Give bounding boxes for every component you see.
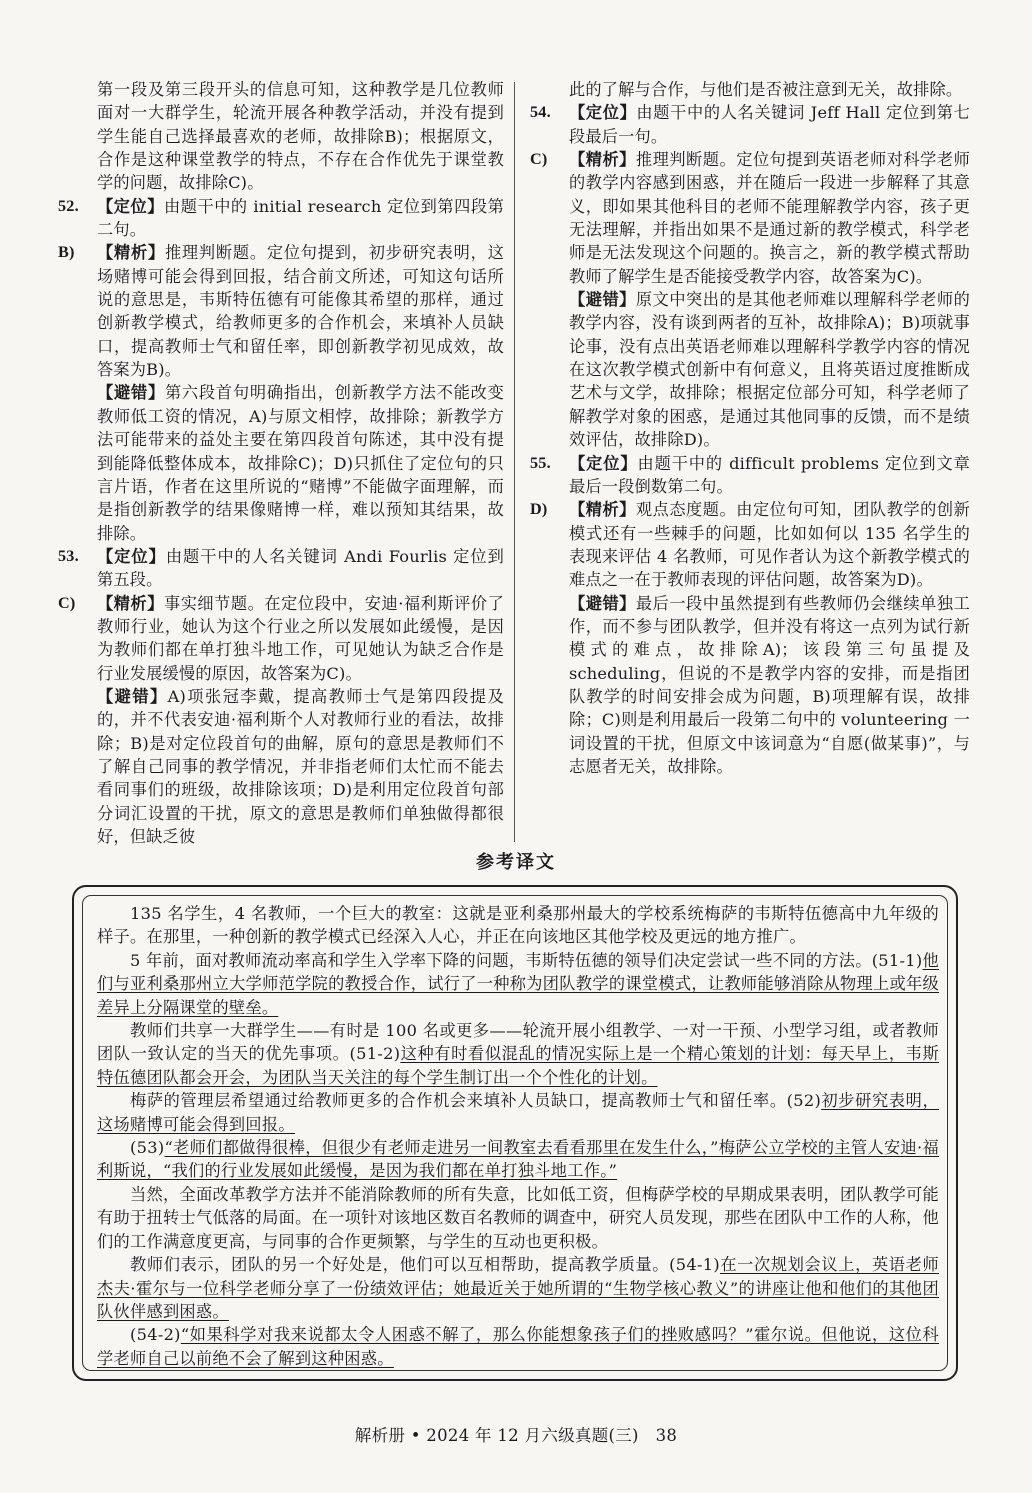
analysis-tag: 【精析】 [97, 593, 164, 613]
translation-paragraph [97, 1136, 939, 1183]
q54-locate-text: 由题干中的人名关键词 Jeff Hall 定位到第七段最后一句。 [569, 103, 970, 146]
error-tag: 【避错】 [569, 593, 636, 613]
translation-plain: (53) [130, 1138, 165, 1158]
section-title: 参考译文 [476, 852, 556, 873]
left-column [58, 78, 504, 848]
q53-locate [58, 545, 504, 592]
q53-analysis-text: 事实细节题。在定位段中，安迪·福利斯评价了教师行业，她认为这个行业之所以发展如此缓慢，是因为教师们都在单打独斗地工作，可见她认为缺乏合作是行业发展缓慢的原因，故答案为C)。 [97, 593, 504, 683]
translation-underlined: 这种有时看似混乱的情况实际上是一个精心策划的计划：每天早上，韦斯特伍德团队都会开会，为团队当天关注的每个学生制订出一个个性化的计划。 [97, 1044, 939, 1087]
q53-error-text: A)项张冠李戴，提高教师士气是第四段提及的，并不代表安迪·福利斯个人对教师行业的看法，故排除；B)是对定位段首句的曲解，原句的意思是教师们不了解自己同事的教学情况，并非指老师们太忙而不能去看同事们的班级，故排除该项；D)是利用定位段首句部分词汇设置的干扰，原文的意思是教师们单独做得都很好，但缺乏彼 [97, 686, 504, 846]
locate-tag: 【定位】 [569, 453, 638, 473]
page-footer: 解析册 • 2024 年 12 月六级真题(三) 38 [354, 1426, 678, 1445]
q51-text: 第一段及第三段开头的信息可知，这种教学是几位教师面对一大群学生，轮流开展各种教学活动，并没有提到学生能自己选择最喜欢的老师，故排除B)；根据原文，合作是这种课堂教学的特点，不存在合作优先于课堂教学的问题，故排除C)。 [97, 80, 504, 193]
locate-tag: 【定位】 [97, 546, 166, 566]
q53-answer: C) [58, 593, 76, 612]
analysis-tag: 【精析】 [569, 500, 636, 520]
translation-plain: 教师们表示，团队的另一个好处是，他们可以互相帮助，提高教学质量。(54-1) [130, 1255, 720, 1275]
q54-analysis-text: 推理判断题。定位句提到英语老师对科学老师的教学内容感到困惑，并在随后一段进一步解释了其意义，即如果其他科目的老师不能理解教学内容，孩子更无法理解，并指出如果不是通过新的教学模式，科学老师是无法发现这个问题的。换言之，新的教学模式帮助教师了解学生是否能接受教学内容，故答案为C)。 [569, 150, 970, 286]
translation-paragraph [97, 949, 939, 1019]
q54-error-text: 原文中突出的是其他老师难以理解科学老师的教学内容，没有谈到两者的互补，故排除A)；B)项就事论事，没有点出英语老师难以理解科学教学内容的情况在这次教学模式创新中有何意义，且将英语过度推断成艺术与文学，故排除；根据定位部分可知，科学老师了解教学对象的困惑，是通过其他同事的反馈，而不是绩效评估，故排除D)。 [569, 290, 970, 450]
q54-error [530, 288, 970, 451]
q53-cont-text: 此的了解与合作，与他们是否被注意到无关，故排除。 [569, 80, 963, 99]
q55-analysis [530, 498, 970, 591]
error-tag: 【避错】 [569, 290, 636, 310]
q53-locate-text: 由题干中的人名关键词 Andi Fourlis 定位到第五段。 [97, 546, 504, 590]
translation-underlined: 他们与亚利桑那州立大学师范学院的教授合作，试行了一种称为团队教学的课堂模式，让教师能够消除从物理上或年级差异上分隔课堂的壁垒。 [97, 950, 939, 1017]
q54-number: 54. [530, 103, 551, 122]
column-divider [514, 82, 515, 842]
q52-error-text: 第六段首句明确指出，创新教学方法不能改变教师低工资的情况，A)与原文相悖，故排除；新教学方法可能带来的益处主要在第四段首句陈述，其中没有提到能降低整体成本，故排除C)；D)只抓住了定位句的只言片语，作者在这里所说的“赌博”不能做字面理解，而是指创新教学的结果像赌博一样，难以预知其结果，故排除。 [97, 383, 504, 543]
q52-locate-text: 由题干中的 initial research 定位到第四段第二句。 [97, 196, 504, 240]
q54-answer: C) [530, 150, 548, 169]
q55-number: 55. [530, 453, 551, 472]
translation-paragraph [97, 1089, 939, 1136]
translation-paragraph: 当然，全面改革教学方法并不能消除教师的所有失意，比如低工资，但梅萨学校的早期成果表明，团队教学可能有助于扭转士气低落的局面。在一项针对该地区数百名教师的调查中，研究人员发现，那些在团队中工作的人称，他们的工作满意度更高，与同事的合作更频繁，与学生的互动也更积极。 [97, 1184, 939, 1251]
translation-underlined: “老师们都做得很棒，但很少有老师走进另一间教室去看看那里在发生什么，”梅萨公立学校的主管人安迪·福利斯说，“我们的行业发展如此缓慢，是因为我们都在单打独斗地工作。” [97, 1138, 939, 1181]
analysis-tag: 【精析】 [97, 243, 165, 263]
analysis-tag: 【精析】 [569, 150, 636, 170]
locate-tag: 【定位】 [569, 103, 637, 123]
q52-answer: B) [58, 243, 75, 262]
translation-paragraph [97, 1323, 939, 1370]
translation-text [97, 902, 939, 1370]
q54-locate [530, 101, 970, 148]
translation-plain: 教师们共享一大群学生——有时是 100 名或更多——轮流开展小组教学、一对一干预、小型学习组，或者教师团队一致认定的当天的优先事项。(51-2) [97, 1021, 939, 1064]
q53-number: 53. [58, 546, 79, 565]
q53-analysis [58, 592, 504, 685]
q55-locate-text: 由题干中的 difficult problems 定位到文章最后一段倒数第二句。 [569, 453, 970, 496]
translation-plain: 梅萨的管理层希望通过给教师更多的合作机会来填补人员缺口，提高教师士气和留任率。(52) [130, 1091, 822, 1111]
translation-paragraph [97, 1019, 939, 1089]
q55-error-text: 最后一段中虽然提到有些教师仍会继续单独工作，而不参与团队教学，但并没有将这一点列为试行新模式的难点，故排除A)；该段第三句虽提及 scheduling，但说的不是教学内容的安排，而是指团队教学的时间安排会成为问题，B)项理解有误，故排除；C)则是利用最后一段第二句中的 volunteering 一词设置的干扰，但原文中该词意为“自愿(做某事)”，与志愿者无关，故排除。 [569, 593, 970, 776]
translation-plain: (54-2) [130, 1325, 181, 1345]
translation-underlined: “如果科学对我来说都太令人困惑不解了，那么你能想象孩子们的挫败感吗？”霍尔说。但他说，这位科学老师自己以前绝不会了解到这种困惑。 [97, 1325, 939, 1368]
q53-error [58, 685, 504, 848]
q55-locate [530, 452, 970, 499]
q52-analysis [58, 241, 504, 381]
q53-continuation [530, 78, 970, 101]
q51-continuation [58, 78, 504, 195]
q52-locate [58, 195, 504, 242]
translation-paragraph: 135 名学生，4 名教师，一个巨大的教室：这就是亚利桑那州最大的学校系统梅萨的韦斯特伍德高中九年级的样子。在那里，一种创新的教学模式已经深入人心，并正在向该地区其他学校及更远的地方推广。 [97, 904, 939, 947]
q52-error [58, 381, 504, 544]
q55-answer: D) [530, 500, 548, 519]
right-column [530, 78, 970, 778]
q52-number: 52. [58, 196, 79, 215]
locate-tag: 【定位】 [97, 196, 164, 216]
translation-plain: 5 年前，面对教师流动率高和学生入学率下降的问题，韦斯特伍德的领导们决定尝试一些不同的方法。(51-1) [130, 950, 923, 970]
q55-error [530, 592, 970, 779]
translation-underlined: 初步研究表明，这场赌博可能会得到回报。 [97, 1091, 939, 1134]
q54-analysis [530, 148, 970, 288]
translation-underlined: 在一次规划会议上，英语老师杰夫·霍尔与一位科学老师分享了一份绩效评估；她最近关于她所谓的“生物学核心教义”的讲座让他和他们的其他团队伙伴感到困惑。 [97, 1255, 939, 1321]
q52-analysis-text: 推理判断题。定位句提到，初步研究表明，这场赌博可能会得到回报，结合前文所述，可知这句话所说的意思是，韦斯特伍德有可能像其希望的那样，通过创新教学模式，给教师更多的合作机会，来填补人员缺口，提高教师士气和留任率，即创新教学初见成效，故答案为B)。 [97, 243, 504, 380]
error-tag: 【避错】 [97, 383, 165, 403]
q55-analysis-text: 观点态度题。由定位句可知，团队教学的创新模式还有一些棘手的问题，比如如何以 135 名学生的表现来评估 4 名教师，可见作者认为这个新教学模式的难点之一在于教师表现的评估问题，故答案为D)。 [569, 500, 970, 590]
error-tag: 【避错】 [97, 686, 168, 706]
translation-paragraph [97, 1253, 939, 1323]
